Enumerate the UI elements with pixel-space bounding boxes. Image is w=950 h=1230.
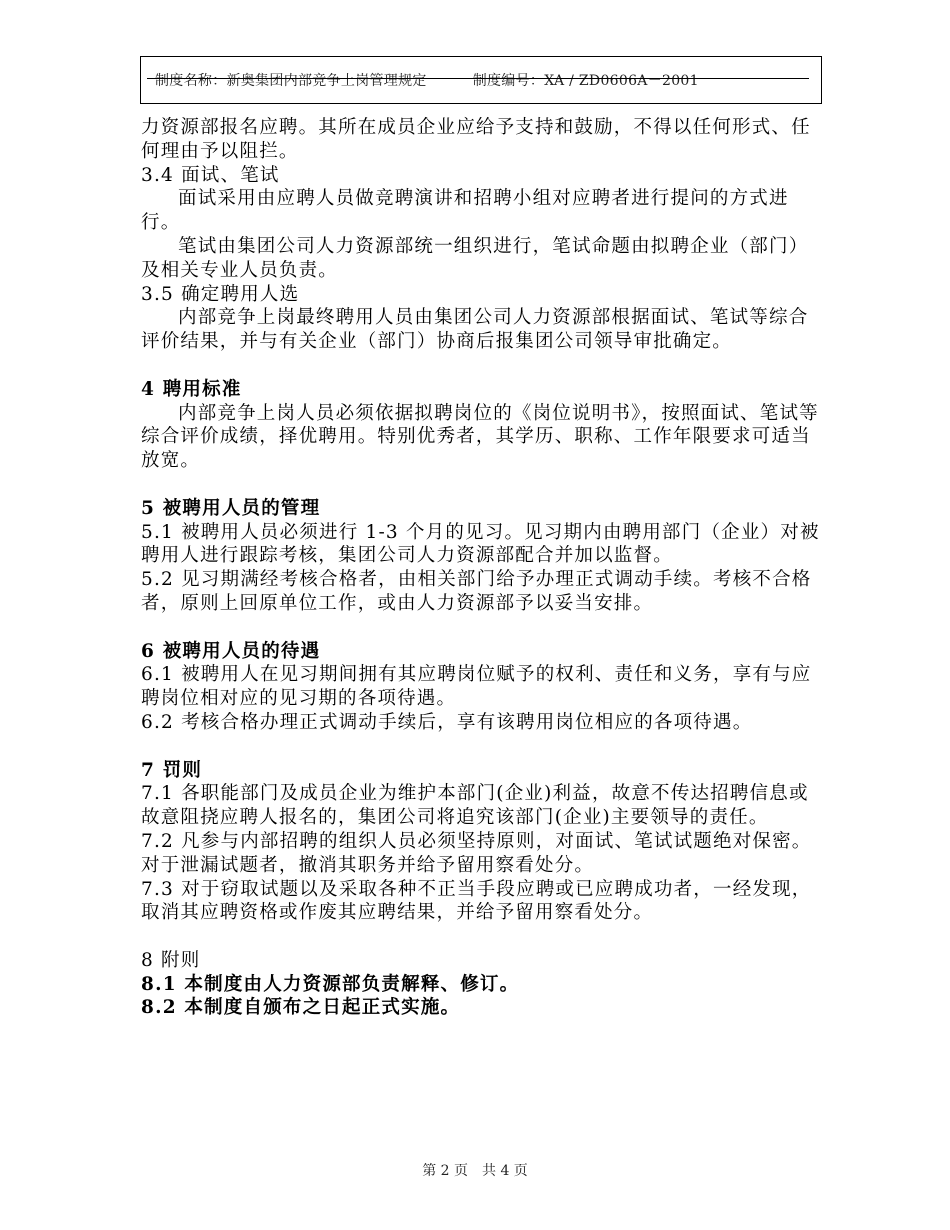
- section-6-2: 6.2 考核合格办理正式调动手续后，享有该聘用岗位相应的各项待遇。: [141, 711, 753, 733]
- header-rule: [147, 78, 809, 79]
- section-7-1: 7.1 各职能部门及成员企业为维护本部门(企业)利益，故意不传达招聘信息或故意阻挠应聘人报名的，集团公司将追究该部门(企业)主要领导的责任。: [141, 783, 809, 829]
- section-3-5-paragraph-1: 内部竞争上岗最终聘用人员由集团公司人力资源部根据面试、笔试等综合评价结果，并与有关企业（部门）协商后报集团公司领导审批确定。: [141, 307, 809, 353]
- paragraph-continuation: 力资源部报名应聘。其所在成员企业应给予支持和鼓励，不得以任何形式、任何理由予以阻拦。: [141, 117, 811, 162]
- section-7-2: 7.2 凡参与内部招聘的组织人员必须坚持原则，对面试、笔试试题绝对保密。对于泄漏试题者，撤消其职务并给予留用察看处分。: [141, 830, 812, 876]
- document-header: [140, 56, 822, 104]
- section-7-3: 7.3 对于窃取试题以及采取各种不正当手段应聘或已应聘成功者，一经发现，取消其应聘资格或作废其应聘结果，并给予留用察看处分。: [141, 878, 812, 924]
- document-title: 制度名称：新奥集团内部竞争上岗管理规定: [155, 73, 427, 89]
- section-6-1: 6.1 被聘用人在见习期间拥有其应聘岗位赋予的权利、责任和义务，享有与应聘岗位相对应的见习期的各项待遇。: [141, 664, 812, 710]
- document-code: 制度编号：XA / ZD0606A－2001: [472, 73, 699, 89]
- section-3-5-title: 3.5 确定聘用人选: [141, 283, 300, 305]
- section-3-4-title: 3.4 面试、笔试: [141, 164, 280, 186]
- section-6-heading: 6 被聘用人员的待遇: [141, 640, 321, 662]
- section-3-4-paragraph-1: 面试采用由应聘人员做竞聘演讲和招聘小组对应聘者进行提问的方式进行。: [141, 188, 789, 234]
- section-3-4-paragraph-2: 笔试由集团公司人力资源部统一组织进行，笔试命题由拟聘企业（部门）及相关专业人员负责。: [141, 235, 809, 281]
- section-7-heading: 7 罚则: [141, 759, 203, 781]
- header-text: [155, 70, 699, 90]
- page-footer: [0, 1160, 950, 1180]
- section-4-paragraph-1: 内部竞争上岗人员必须依据拟聘岗位的《岗位说明书》，按照面试、笔试等综合评价成绩，择优聘用。特别优秀者，其学历、职称、工作年限要求可适当放宽。: [141, 402, 819, 472]
- section-5-1: 5.1 被聘用人员必须进行 1-3 个月的见习。见习期内由聘用部门（企业）对被聘用人进行跟踪考核，集团公司人力资源部配合并加以监督。: [141, 521, 820, 567]
- section-8-heading: 8 附则: [141, 949, 201, 971]
- section-8-1: 8.1 本制度由人力资源部负责解释、修订。: [141, 973, 520, 995]
- section-5-2: 5.2 见习期满经考核合格者，由相关部门给予办理正式调动手续。考核不合格者，原则上回原单位工作，或由人力资源部予以妥当安排。: [141, 569, 812, 614]
- section-4-heading: 4 聘用标准: [141, 378, 242, 400]
- page-number: 第 2 页 共 4 页: [422, 1163, 528, 1179]
- document-body: [141, 116, 821, 1020]
- section-8-2: 8.2 本制度自颁布之日起正式实施。: [141, 997, 461, 1019]
- section-5-heading: 5 被聘用人员的管理: [141, 497, 321, 519]
